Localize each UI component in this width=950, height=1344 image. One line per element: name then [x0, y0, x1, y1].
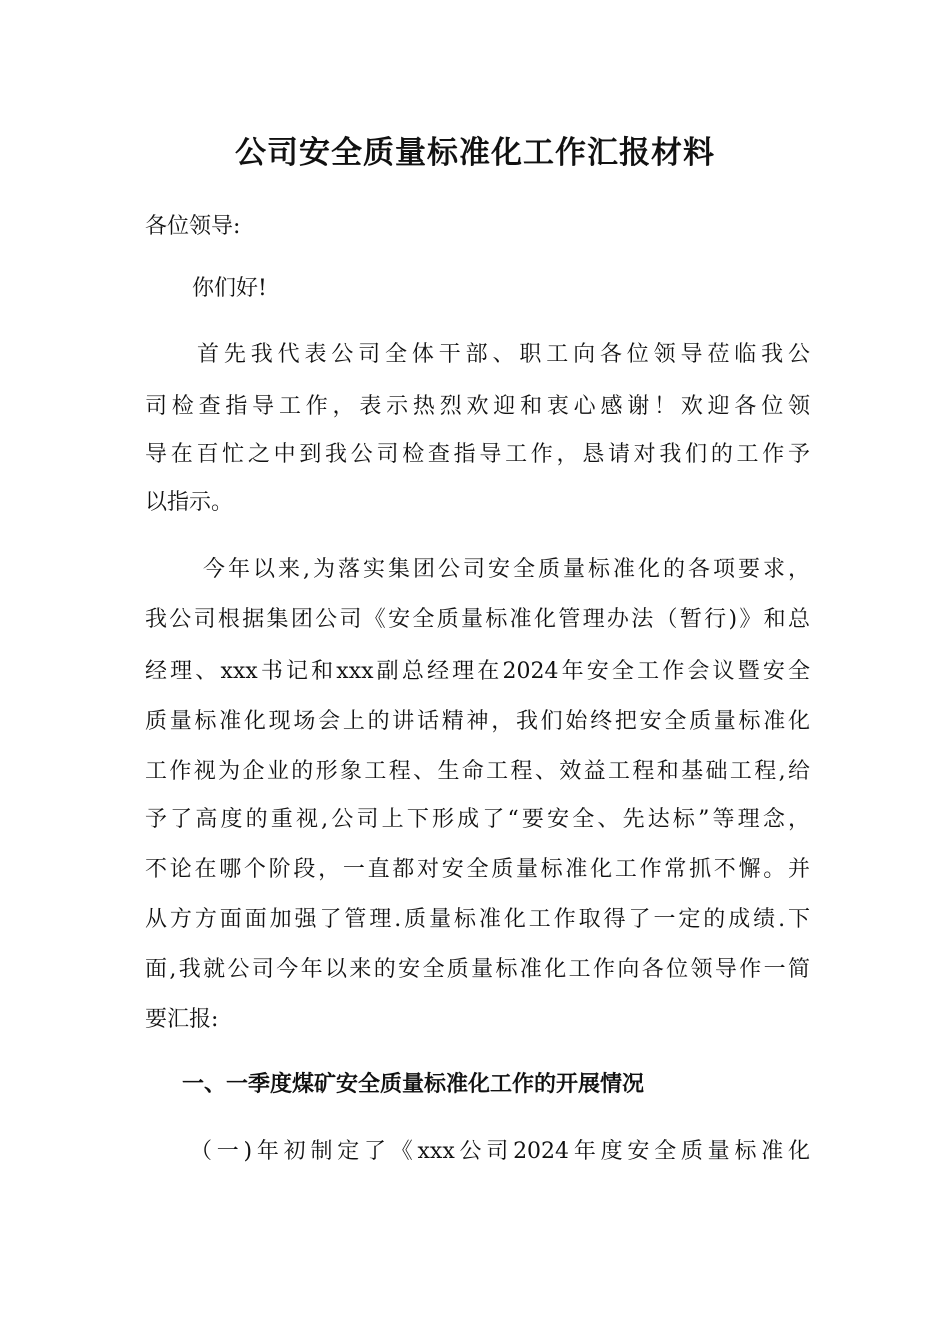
greeting: 你们好! [192, 276, 267, 301]
para2-line: 从方方面面加强了管理.质量标准化工作取得了一定的成绩.下 [145, 907, 810, 932]
para2-line: 予了高度的重视,公司上下形成了“要安全、先达标”等理念， [145, 807, 810, 832]
document-title: 公司安全质量标准化工作汇报材料 [235, 135, 715, 171]
para2-line: 经理、xxx书记和xxx副总经理在2024年安全工作会议暨安全 [145, 659, 810, 684]
para2-line: 质量标准化现场会上的讲话精神，我们始终把安全质量标准化 [145, 709, 810, 734]
para2-line: 工作视为企业的形象工程、生命工程、效益工程和基础工程,给 [145, 759, 810, 784]
para2-line: 我公司根据集团公司《安全质量标准化管理办法（暂行)》和总 [145, 607, 810, 632]
para1-line: 导在百忙之中到我公司检查指导工作，恳请对我们的工作予 [145, 442, 810, 467]
para2-line: 要汇报: [145, 1007, 219, 1032]
para2-line: 不论在哪个阶段，一直都对安全质量标准化工作常抓不懈。并 [145, 857, 810, 882]
para2-line: 面,我就公司今年以来的安全质量标准化工作向各位领导作一简 [145, 957, 810, 982]
para3-line: （一)年初制定了《xxx公司2024年度安全质量标准化 [190, 1139, 810, 1164]
section-heading: 一、一季度煤矿安全质量标准化工作的开展情况 [182, 1072, 645, 1097]
para1-line: 司检查指导工作，表示热烈欢迎和衷心感谢！欢迎各位领 [145, 394, 810, 419]
salutation: 各位领导: [145, 214, 241, 239]
para2-line: 今年以来,为落实集团公司安全质量标准化的各项要求， [203, 557, 810, 582]
para1-line: 首先我代表公司全体干部、职工向各位领导莅临我公 [197, 342, 810, 367]
para1-line: 以指示。 [145, 490, 234, 515]
